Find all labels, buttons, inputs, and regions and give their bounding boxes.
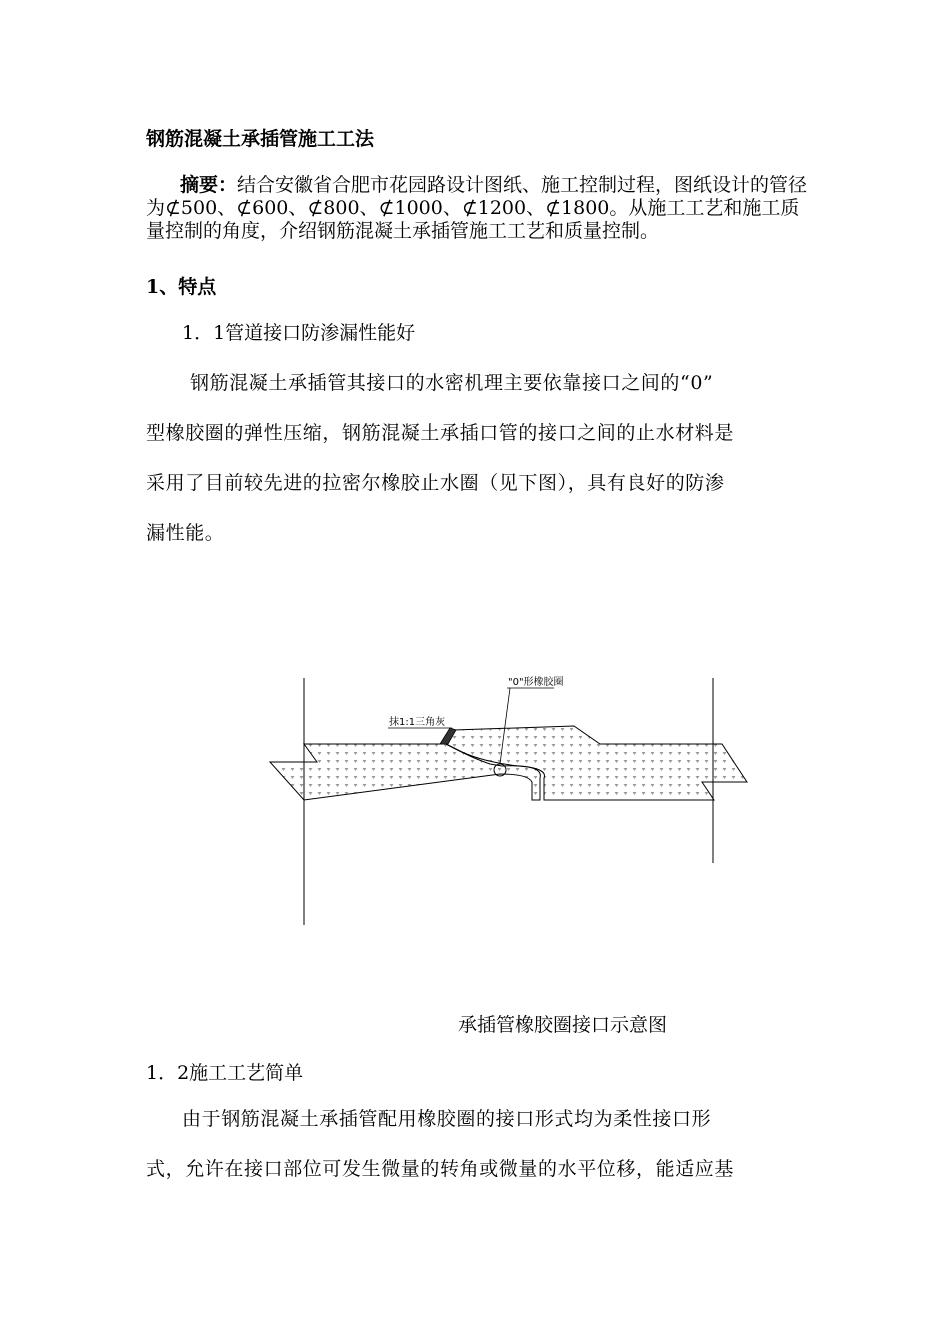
paragraph-1-line: 型橡胶圈的弹性压缩，钢筋混凝土承插口管的接口之间的止水材料是 [146, 422, 735, 444]
abstract-text: 结合安徽省合肥市花园路设计图纸、施工控制过程，图纸设计的管径为⊄500、⊄600、⊄800、⊄1000、⊄1200、⊄1800。从施工工艺和施工质量控制的角度，介绍钢筋混凝土承插管施工工艺和质量控制。 [146, 174, 808, 242]
label-o-ring: "0"形橡胶圈 [508, 677, 564, 688]
subsection-1-1-heading: 1．1管道接口防渗漏性能好 [182, 322, 416, 344]
label-triangle-mortar: 抹1:1三角灰 [389, 717, 446, 728]
abstract-paragraph [146, 174, 814, 243]
right-pipe-section [446, 726, 747, 800]
figure-caption: 承插管橡胶圈接口示意图 [458, 1014, 668, 1036]
paragraph-1-line: 钢筋混凝土承插管其接口的水密机理主要依靠接口之间的“0” [190, 372, 714, 394]
abstract-label: 摘要： [180, 174, 238, 196]
paragraph-1-line: 采用了目前较先进的拉密尔橡胶止水圈（见下图），具有良好的防渗 [146, 472, 725, 494]
section-1-heading: 1、特点 [146, 276, 217, 298]
paragraph-2-line: 式，允许在接口部位可发生微量的转角或微量的水平位移，能适应基 [146, 1158, 735, 1180]
paragraph-1-line: 漏性能。 [146, 522, 225, 544]
subsection-1-2-heading: 1．2施工工艺简单 [146, 1062, 304, 1084]
paragraph-2-line: 由于钢筋混凝土承插管配用橡胶圈的接口形式均为柔性接口形 [182, 1108, 712, 1130]
document-title: 钢筋混凝土承插管施工工法 [146, 128, 375, 150]
pipe-joint-diagram [262, 670, 762, 935]
